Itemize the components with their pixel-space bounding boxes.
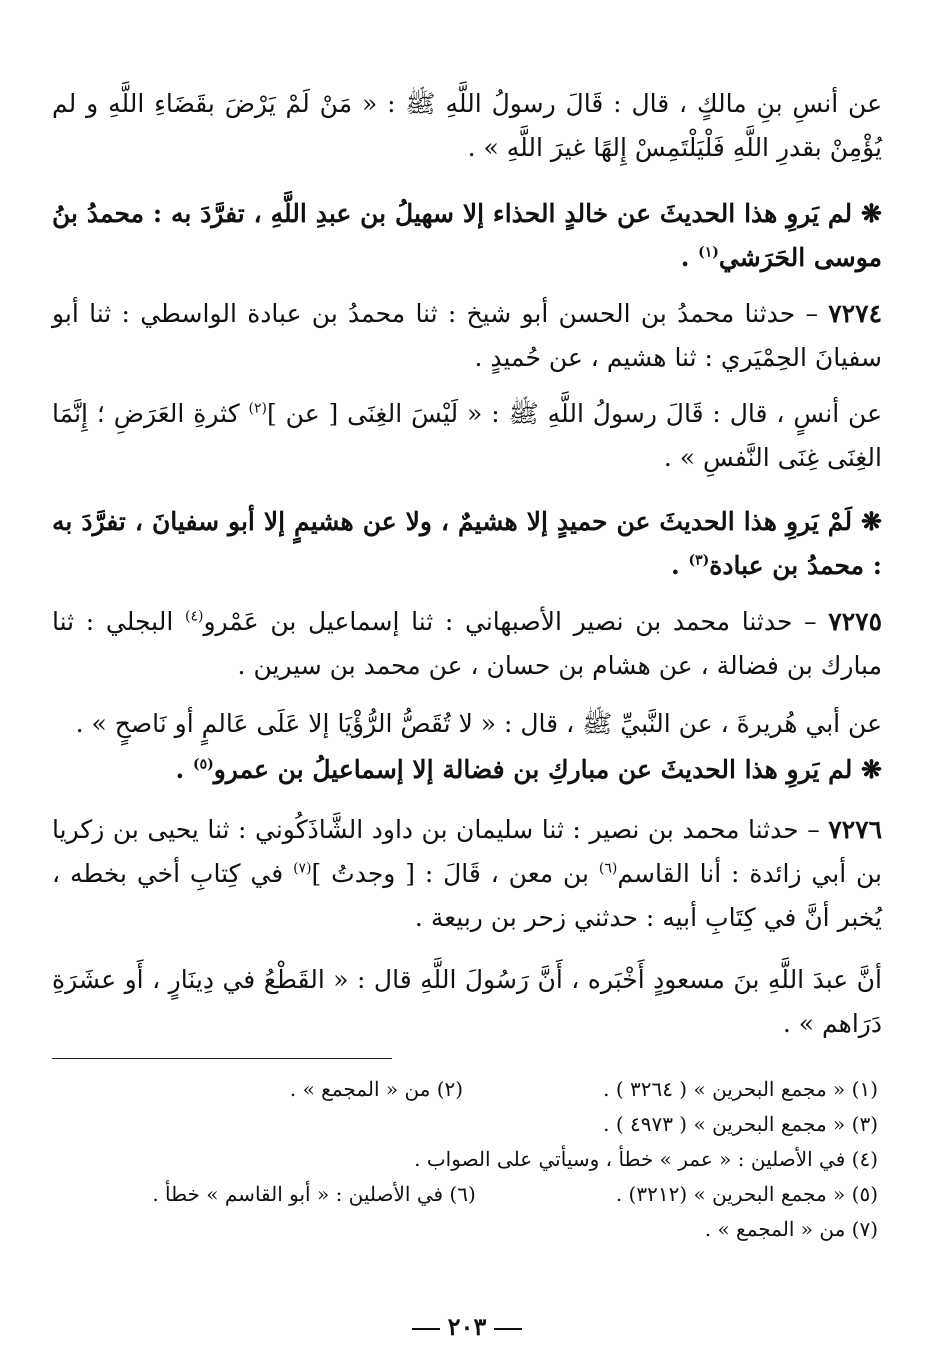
- paragraph-7-text: عن أبي هُريرةَ ، عن النَّبيِّ ﷺ ، قال : « لا تُقَصُّ الرُّؤْيَا إلا عَلَى عَالمٍ أو نَاصحٍ » .: [75, 709, 882, 738]
- paragraph-2-text: ❋ لم يَروِ هذا الحديثَ عن خالدٍ الحذاء إلا سهيلُ بن عبدِ اللَّهِ ، تفرَّدَ به : محمدُ بنُ موسى الحَرَشي: [52, 199, 882, 272]
- hadith-7275: [52, 600, 882, 688]
- hadith-7274: [52, 292, 882, 380]
- paragraph-8-end: .: [175, 755, 193, 784]
- paragraph-10: [52, 958, 882, 1046]
- paragraph-4-text: عن أنسٍ ، قال : قَالَ رسولُ اللَّهِ ﷺ : « لَيْسَ الغِنَى [ عن ]: [267, 399, 882, 428]
- footnote-row: [56, 1107, 878, 1142]
- note-ref-1[interactable]: (١): [698, 244, 719, 261]
- footnote-row: [56, 1177, 878, 1212]
- note-ref-6[interactable]: (٦): [598, 860, 618, 877]
- paragraph-1-text: عن أنسِ بنِ مالكٍ ، قال : قَالَ رسولُ اللَّهِ ﷺ : « مَنْ لَمْ يَرْضَ بقَضَاءِ اللَّهِ و لم يُؤْمِنْ بقدرِ اللَّهِ فَلْيَلْتَمِسْ إِلهًا غيرَ اللَّهِ » .: [52, 89, 882, 162]
- paragraph-5-end: .: [671, 551, 689, 580]
- note-ref-7[interactable]: (٧): [293, 860, 312, 877]
- footnote-row: [56, 1212, 878, 1247]
- paragraph-10-text: أنَّ عبدَ اللَّهِ بنَ مسعودٍ أَخْبَره ، أَنَّ رَسُولَ اللَّهِ قال : « القَطْعُ في دِينَارٍ ، أَو عشَرَةِ دَرَاهم » .: [52, 965, 882, 1038]
- hadith-7274-chain: – حدثنا محمدُ بن الحسن أبو شيخ : ثنا محمدُ بن عبادة الواسطي : ثنا أبو سفيانَ الحِمْيَري : ثنا هشيم ، عن حُميدٍ .: [52, 299, 882, 372]
- paragraph-5-text: ❋ لَمْ يَروِ هذا الحديثَ عن حميدٍ إلا هشيمٌ ، ولا عن هشيمٍ إلا أبو سفيانَ ، تفرَّدَ به : محمدُ بن عبادة: [52, 507, 882, 580]
- footnote-row: [56, 1142, 878, 1177]
- footnote-1: (١) « مجمع البحرين » ( ٣٢٦٤ ) .: [603, 1077, 878, 1101]
- note-ref-4[interactable]: (٤): [184, 608, 204, 625]
- page-number-text: ٢٠٣: [447, 1312, 487, 1341]
- hadith-7276-chain-end: في كِتابِ أخي بخطه ، يُخبر أنَّ في كِتَابِ أبيه : حدثني زحر بن ربيعة .: [52, 859, 882, 932]
- hadith-number-7276: ٧٢٧٦: [828, 815, 882, 844]
- hadith-7275-chain: – حدثنا محمد بن نصير الأصبهاني : ثنا إسماعيل بن عَمْرو: [203, 607, 817, 636]
- footnotes: [56, 1072, 878, 1247]
- hadith-7275-chain-end: البجلي : ثنا مبارك بن فضالة ، عن هشام بن حسان ، عن محمد بن سيرين .: [52, 607, 882, 680]
- paragraph-7: [52, 702, 882, 746]
- hadith-7276: [52, 808, 882, 940]
- paragraph-1: [52, 82, 882, 170]
- footnote-2: (٢) من « المجمع » .: [289, 1077, 464, 1101]
- footnote-6: (٦) في الأصلين : « أبو القاسم » خطأ .: [152, 1182, 476, 1206]
- footnote-divider: [52, 1058, 392, 1059]
- page-number: [0, 1312, 934, 1341]
- paragraph-2-end: .: [680, 243, 699, 272]
- page-number-dash-right: [412, 1328, 440, 1330]
- paragraph-4: [52, 392, 882, 480]
- paragraph-8-text: ❋ لم يَروِ هذا الحديثَ عن مباركِ بن فضالة إلا إسماعيلُ بن عمرو: [213, 755, 882, 784]
- footnote-5: (٥) « مجمع البحرين » (٣٢١٢) .: [615, 1182, 878, 1206]
- note-ref-3[interactable]: (٣): [688, 552, 710, 569]
- hadith-7276-chain-mid: بن معن ، قَالَ : [ وجدتُ ]: [311, 859, 599, 888]
- hadith-number-7274: ٧٢٧٤: [828, 299, 882, 328]
- hadith-7276-chain: – حدثنا محمد بن نصير : ثنا سليمان بن داود الشَّاذَكُوني : ثنا يحيى بن زكريا بن أبي زائدة : أنا القاسم: [52, 815, 882, 888]
- footnote-row: [56, 1072, 878, 1107]
- footnote-3: (٣) « مجمع البحرين » ( ٤٩٧٣ ) .: [603, 1112, 878, 1136]
- paragraph-8: [52, 748, 882, 792]
- footnote-7: (٧) من « المجمع » .: [704, 1217, 878, 1241]
- paragraph-4-end: كثرةِ العَرَضِ ؛ إِنَّمَا الغِنَى غِنَى النَّفسِ » .: [52, 399, 882, 472]
- note-ref-2[interactable]: (٢): [248, 400, 267, 417]
- note-ref-5[interactable]: (٥): [192, 756, 214, 773]
- hadith-number-7275: ٧٢٧٥: [828, 607, 882, 636]
- paragraph-5: [52, 500, 882, 588]
- paragraph-2: [52, 192, 882, 280]
- footnote-4: (٤) في الأصلين : « عمر » خطأ ، وسيأتي على الصواب .: [414, 1147, 878, 1171]
- page-number-dash-left: [494, 1328, 522, 1330]
